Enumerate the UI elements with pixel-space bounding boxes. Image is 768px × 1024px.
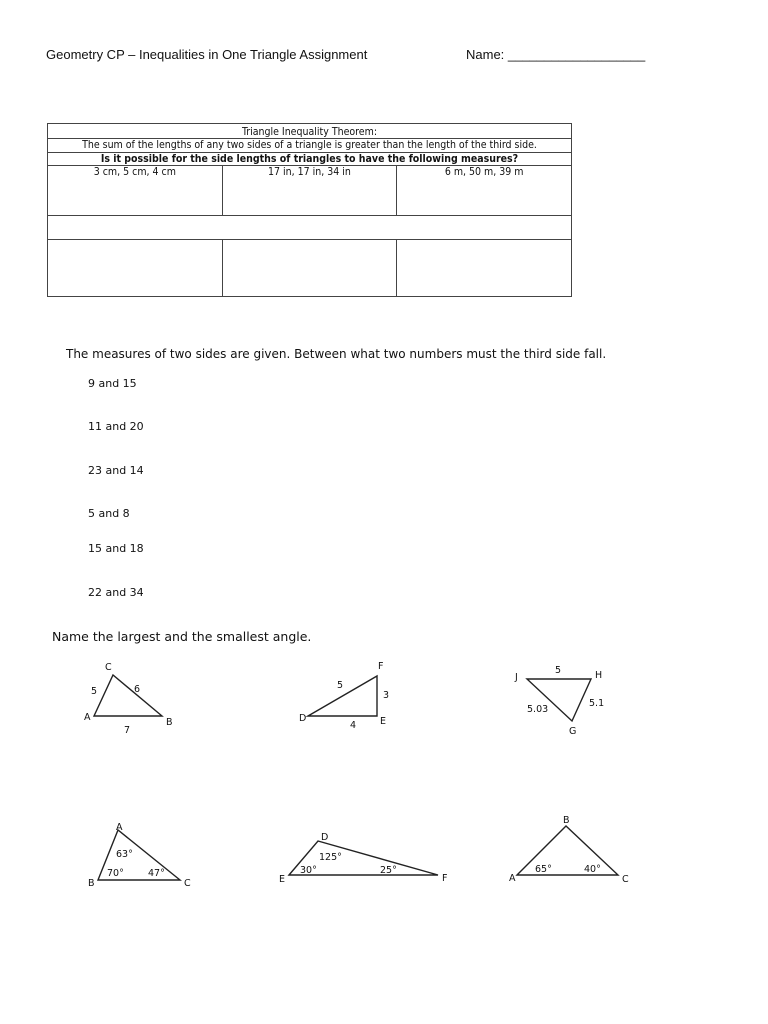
t4-vertex-a: A <box>116 822 123 833</box>
t1-side-cb: 6 <box>134 684 141 695</box>
t4-vertex-c: C <box>184 878 191 889</box>
theorem-statement: The sum of the lengths of any two sides of a triangle is greater than the length of the third side. <box>48 139 572 153</box>
t3-side-jh: 5 <box>555 665 562 676</box>
case-2: 17 in, 17 in, 34 in <box>222 166 397 216</box>
t4-vertex-b: B <box>88 878 95 889</box>
t6-angle-c: 40° <box>584 864 601 875</box>
t2-vertex-e: E <box>380 716 387 727</box>
t5-vertex-d: D <box>321 832 329 843</box>
t5-vertex-f: F <box>442 873 448 884</box>
theorem-question: Is it possible for the side lengths of triangles to have the following measures? <box>48 153 572 166</box>
case-1: 3 cm, 5 cm, 4 cm <box>48 166 223 216</box>
pair-6: 22 and 34 <box>88 586 144 599</box>
t1-side-ab: 7 <box>124 725 131 736</box>
t4-angle-b: 70° <box>107 868 124 879</box>
assignment-title: Geometry CP – Inequalities in One Triangle Assignment <box>46 47 368 62</box>
t4-angle-c: 47° <box>148 868 165 879</box>
t5-angle-d: 125° <box>319 852 342 863</box>
pair-5: 15 and 18 <box>88 542 144 555</box>
t3-vertex-h: H <box>595 670 603 681</box>
section-two-title: The measures of two sides are given. Between what two numbers must the third side fall. <box>66 347 607 361</box>
t5-angle-f: 25° <box>380 865 397 876</box>
t6-vertex-c: C <box>622 874 629 885</box>
pair-2: 11 and 20 <box>88 420 144 433</box>
t3-side-hg: 5.1 <box>589 698 605 709</box>
t3-vertex-g: G <box>569 726 577 737</box>
t6-vertex-b: B <box>563 815 570 826</box>
pair-4: 5 and 8 <box>88 507 130 520</box>
t3-vertex-j: J <box>515 672 518 683</box>
t1-side-ca: 5 <box>91 686 98 697</box>
theorem-title: Triangle Inequality Theorem: <box>48 124 572 139</box>
pair-1: 9 and 15 <box>88 377 137 390</box>
triangle-bac-angles <box>517 826 618 875</box>
t5-vertex-e: E <box>279 874 286 885</box>
t1-vertex-b: B <box>166 717 173 728</box>
section-three-title: Name the largest and the smallest angle. <box>52 629 312 644</box>
t2-vertex-f: F <box>378 661 384 672</box>
t1-vertex-a: A <box>84 712 91 723</box>
t2-side-de: 4 <box>350 720 357 731</box>
t2-vertex-d: D <box>299 713 307 724</box>
pair-3: 23 and 14 <box>88 464 144 477</box>
name-field-label: Name: ___________________ <box>466 47 646 62</box>
triangle-abc-sides <box>94 675 162 716</box>
t2-side-df: 5 <box>337 680 344 691</box>
t4-angle-a: 63° <box>116 849 133 860</box>
t3-side-jg: 5.03 <box>527 704 549 715</box>
t6-angle-a: 65° <box>535 864 552 875</box>
case-3: 6 m, 50 m, 39 m <box>397 166 572 216</box>
t6-vertex-a: A <box>509 873 516 884</box>
t5-angle-e: 30° <box>300 865 317 876</box>
t1-vertex-c: C <box>105 662 112 673</box>
t2-side-fe: 3 <box>383 690 390 701</box>
